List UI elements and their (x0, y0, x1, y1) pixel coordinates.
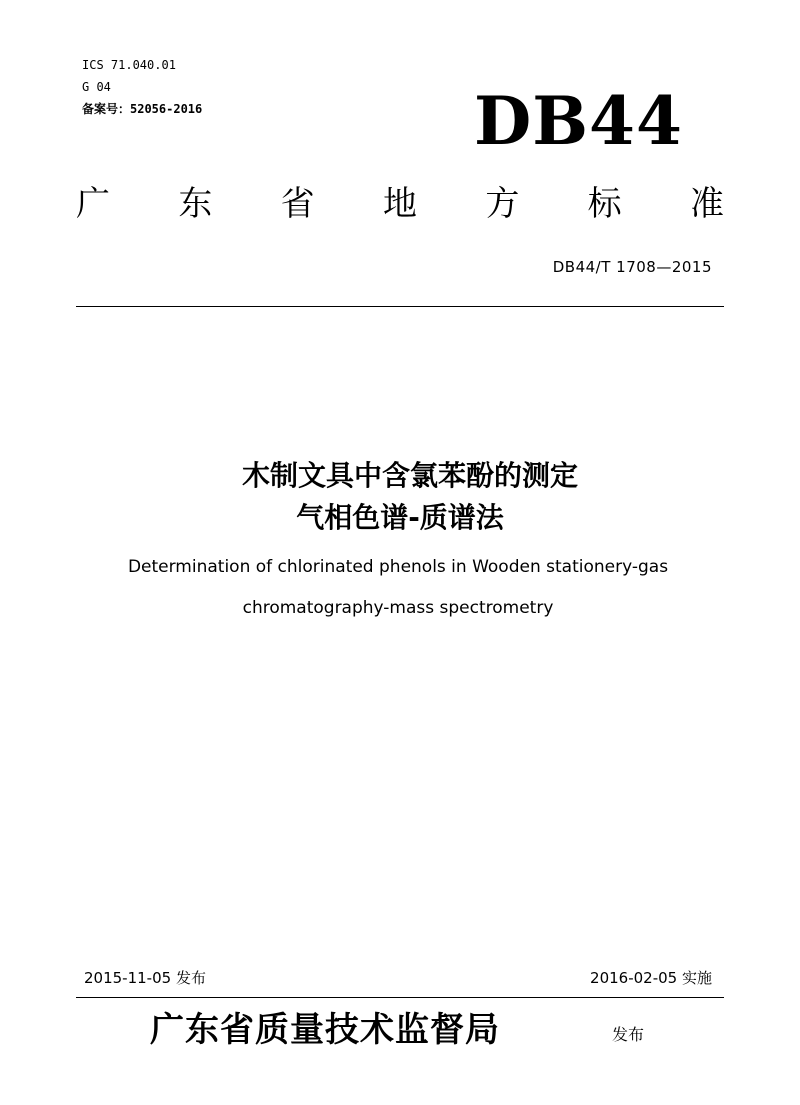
standard-type-char: 广 (76, 184, 110, 224)
standard-type-char: 标 (587, 184, 622, 224)
standard-type-heading (76, 184, 724, 224)
filing-number: 备案号：52056-2016 (82, 102, 203, 116)
top-divider (76, 306, 724, 307)
ics-code: ICS 71.040.01 (82, 58, 176, 72)
issuer-suffix: 发布 (612, 1025, 645, 1044)
standard-type-char: 地 (382, 184, 417, 224)
title-chinese-line-2: 气相色谱-质谱法 (296, 501, 504, 534)
title-english-line-2: chromatography-mass spectrometry (242, 598, 554, 618)
standard-type-char: 东 (178, 184, 213, 224)
issuing-authority: 广东省质量技术监督局 (150, 1010, 500, 1050)
standard-number: DB44/T 1708—2015 (552, 258, 712, 276)
standard-type-char: 省 (280, 184, 315, 224)
implementation-date: 2016-02-05 实施 (590, 969, 712, 987)
bottom-divider (76, 997, 724, 998)
standard-type-char: 方 (485, 184, 520, 224)
clc-code: G 04 (82, 80, 111, 94)
title-chinese-line-1: 木制文具中含氯苯酚的测定 (241, 459, 578, 492)
db44-logo: DB44 (474, 82, 683, 160)
issue-date: 2015-11-05 发布 (84, 969, 206, 987)
title-english-line-1: Determination of chlorinated phenols in Wooden stationery-gas (127, 557, 669, 577)
standard-type-char: 准 (689, 184, 724, 224)
